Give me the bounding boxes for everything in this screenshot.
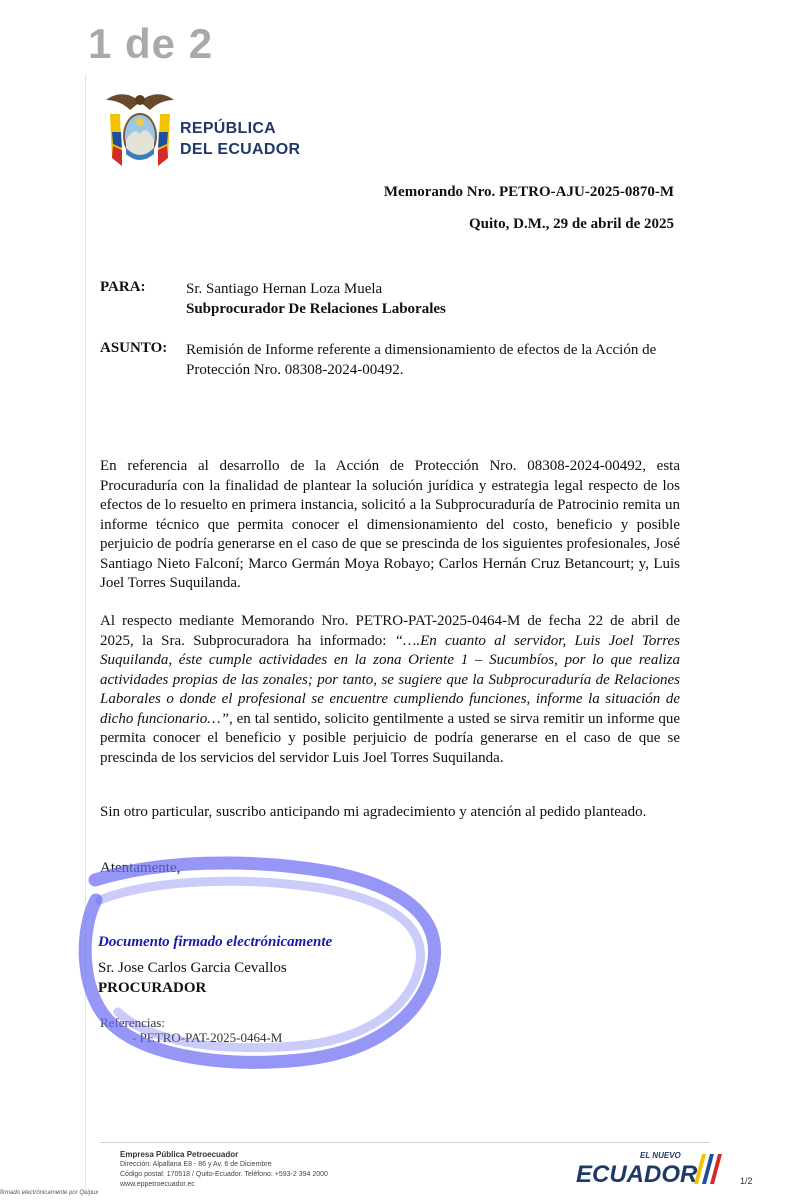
paragraph-2-quote: “….En cuanto al servidor, Luis Joel Torres Suquilanda, éste cumple actividades en la zona Oriente 1 – Sucumbíos, por lo que realiza actividades propias de las zonales; por tanto, se sugiere que la Subprocuraduría de Relaciones Laborales o donde el profesional se encuentre cumpliendo funciones, informe la situación de dicho funcionario…” [100,632,680,727]
recipient-title: Subprocurador De Relaciones Laborales [186,301,446,317]
memo-number: Memorando Nro. PETRO-AJU-2025-0870-M [383,184,674,200]
logo-main-text: ECUADOR [576,1161,698,1188]
quipux-note: firmado electrónicamente por Quipux [0,1190,99,1196]
brand-line-2: DEL ECUADOR [180,141,301,158]
footer-postal: Código postal: 170518 / Quito-Ecuador. Teléfono: +593-2 394 2000 [120,1171,328,1178]
asunto-label: ASUNTO: [100,340,168,356]
electronic-signature-note: Documento firmado electrónicamente [98,934,333,950]
signer-role: PROCURADOR [98,980,207,996]
logo-small-text: EL NUEVO [640,1151,681,1160]
body-paragraph-3: Sin otro particular, suscribo anticipando mi agradecimiento y atención al pedido planteado. [100,804,647,820]
footer-web: www.eppetroecuador.ec [120,1181,195,1188]
paragraph-2-intro: Al respecto mediante Memorando Nro. PETRO-PAT-2025-0464-M de fecha 22 de abril de 2025, la Sra. Subprocuradora ha informado: [100,613,680,649]
brand-line-1: REPÚBLICA [180,120,277,137]
page-number: 1/2 [740,1176,753,1186]
signer-name: Sr. Jose Carlos Garcia Cevallos [98,960,287,976]
memo-date: Quito, D.M., 29 de abril de 2025 [469,216,674,232]
body-paragraph-1: En referencia al desarrollo de la Acción de Protección Nro. 08308-2024-00492, esta Procuraduría con la finalidad de plantear la solución jurídica y estrategia legal respecto de los efectos de lo resuelto en primera instancia, solicitó a la Subprocuraduría de Patrocinio remita un informe técnico que permita conocer el dimensionamiento del costo, beneficio y posible perjuicio de podría generarse en el caso de que se prescinda de los siguientes profesionales, José Santiago Nieto Falconí; Marco Germán Moya Robayo; Carlos Hernán Cruz Betancourt; y, Luis Joel Torres Suquilanda. [100,458,680,591]
footer-divider [100,1142,710,1143]
coat-of-arms-icon [104,88,176,172]
para-label: PARA: [100,279,146,295]
references-label: Referencias: [100,1015,165,1030]
para-recipient [186,279,681,319]
asunto-text: Remisión de Informe referente a dimensionamiento de efectos de la Acción de Protección Nro. 08308-2024-00492. [186,342,657,378]
el-nuevo-ecuador-logo-icon [574,1146,724,1188]
footer-company: Empresa Pública Petroecuador [120,1150,239,1159]
footer-company-info [120,1150,328,1190]
reference-item: - PETRO-PAT-2025-0464-M [132,1030,283,1045]
recipient-name: Sr. Santiago Hernan Loza Muela [186,281,383,297]
closing-salutation: Atentamente, [100,860,181,876]
republic-brand [180,118,300,160]
footer-address: Dirección: Alpallana E8 - 86 y Av. 6 de Diciembre [120,1161,272,1168]
body-paragraph-2 [100,612,680,768]
page-counter-label: 1 de 2 [88,20,214,67]
paragraph-2-request: , en tal sentido, solicito gentilmente a usted se sirva remitir un informe que permita conocer el beneficio y posible perjuicio de podría generarse en el caso de que se prescinda de los servicios del servidor Luis Joel Torres Suquilanda. [100,710,680,766]
